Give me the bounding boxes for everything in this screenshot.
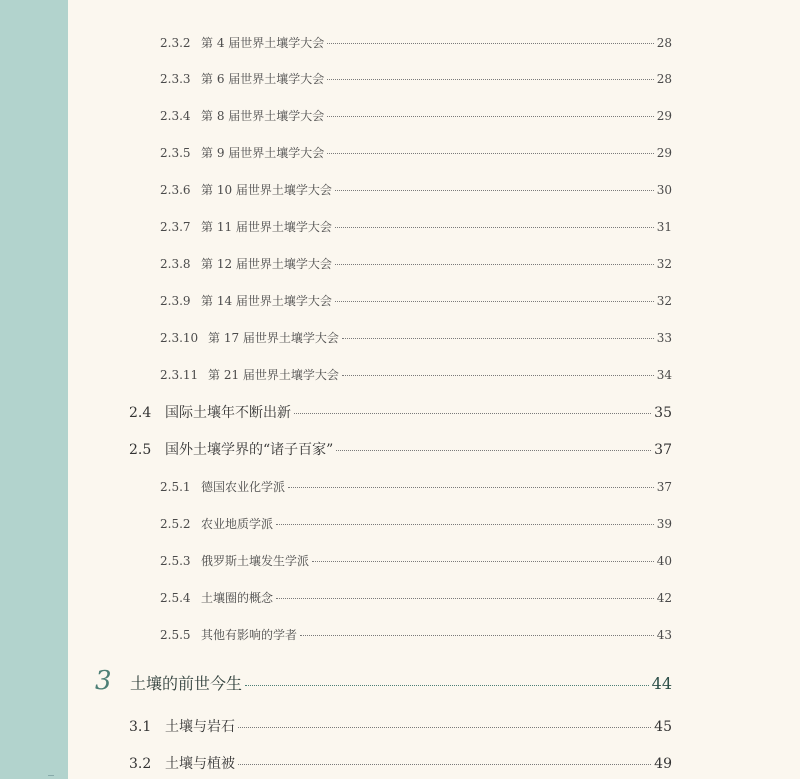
- toc-entry-number: 3.2: [129, 756, 152, 772]
- toc-entry-number: 2.5: [129, 442, 152, 458]
- toc-entry-page-number: 35: [654, 405, 672, 421]
- dot-leader: [300, 635, 654, 636]
- dot-leader: [238, 727, 651, 728]
- toc-entry-title: 土壤与植被: [165, 756, 235, 772]
- toc-entry-title: 第 9 届世界土壤学大会: [201, 146, 325, 160]
- toc-entry-page-number: 32: [656, 257, 672, 271]
- toc-entry-2-3-4[interactable]: [160, 107, 672, 124]
- toc-entry-page-number: 39: [656, 517, 672, 531]
- toc-entry-number: 2.4: [129, 405, 152, 421]
- dot-leader: [327, 79, 653, 80]
- toc-entry-page-number: 37: [654, 442, 672, 458]
- toc-entry-page-number: 29: [656, 109, 672, 123]
- toc-entry-title: 第 8 届世界土壤学大会: [201, 109, 325, 123]
- toc-entry-2-5-4[interactable]: [160, 589, 672, 606]
- corner-mark: [48, 775, 54, 776]
- dot-leader: [335, 301, 654, 302]
- dot-leader: [335, 264, 654, 265]
- toc-entry-title: 国际土壤年不断出新: [165, 405, 291, 421]
- dot-leader: [327, 153, 653, 154]
- dot-leader: [294, 413, 651, 414]
- toc-entry-2-3-7[interactable]: [160, 218, 672, 235]
- toc-entry-page-number: 45: [654, 719, 672, 735]
- toc-entry-number: 2.3.2: [160, 36, 191, 50]
- toc-entry-page-number: 28: [656, 36, 672, 50]
- toc-entry-page-number: 43: [656, 628, 672, 642]
- toc-entry-2-5[interactable]: [129, 439, 672, 459]
- toc-entry-2-3-5[interactable]: [160, 144, 672, 161]
- dot-leader: [342, 338, 654, 339]
- toc-entry-number: 2.3.3: [160, 72, 191, 86]
- toc-entry-2-3-11[interactable]: [160, 366, 672, 383]
- toc-entry-3-2[interactable]: [129, 753, 672, 773]
- toc-entry-page-number: 40: [656, 554, 672, 568]
- toc-entry-title: 土壤圈的概念: [201, 591, 274, 605]
- toc-entry-title: 国外土壤学界的“诸子百家”: [165, 442, 334, 458]
- toc-entry-number: 2.3.6: [160, 183, 191, 197]
- toc-entry-title: 其他有影响的学者: [201, 628, 298, 642]
- dot-leader: [327, 43, 653, 44]
- toc-entry-page-number: 34: [656, 368, 672, 382]
- dot-leader: [238, 764, 651, 765]
- toc-entry-3[interactable]: [95, 666, 672, 696]
- toc-entry-title: 土壤与岩石: [165, 719, 235, 735]
- side-color-strip: [0, 0, 68, 779]
- toc-entry-title: 第 14 届世界土壤学大会: [201, 294, 332, 308]
- toc-entry-title: 第 17 届世界土壤学大会: [208, 331, 339, 345]
- toc-entry-number: 2.3.8: [160, 257, 191, 271]
- toc-entry-number: 2.5.5: [160, 628, 191, 642]
- toc-entry-2-5-5[interactable]: [160, 626, 672, 643]
- dot-leader: [335, 227, 654, 228]
- toc-entry-page-number: 33: [656, 331, 672, 345]
- toc-entry-2-3-8[interactable]: [160, 255, 672, 272]
- dot-leader: [342, 375, 654, 376]
- toc-entry-page-number: 37: [656, 480, 672, 494]
- toc-entry-number: 2.5.1: [160, 480, 191, 494]
- dot-leader: [327, 116, 653, 117]
- toc-entry-2-4[interactable]: [129, 402, 672, 422]
- toc-entry-number: 2.3.9: [160, 294, 191, 308]
- toc-entry-title: 第 11 届世界土壤学大会: [201, 220, 332, 234]
- toc-entry-page-number: 44: [651, 674, 672, 693]
- toc-entry-title: 第 10 届世界土壤学大会: [201, 183, 332, 197]
- toc-entry-2-3-6[interactable]: [160, 181, 672, 198]
- toc-entry-page-number: 49: [654, 756, 672, 772]
- dot-leader: [288, 487, 654, 488]
- toc-entry-number: 2.3.5: [160, 146, 191, 160]
- toc-entry-title: 第 12 届世界土壤学大会: [201, 257, 332, 271]
- toc-entry-2-3-10[interactable]: [160, 329, 672, 346]
- toc-entry-2-3-3[interactable]: [160, 70, 672, 87]
- toc-entry-title: 第 21 届世界土壤学大会: [208, 368, 339, 382]
- toc-entry-page-number: 31: [656, 220, 672, 234]
- toc-entry-page-number: 29: [656, 146, 672, 160]
- dot-leader: [335, 190, 654, 191]
- toc-entry-title: 农业地质学派: [201, 517, 274, 531]
- toc-entry-page-number: 30: [656, 183, 672, 197]
- toc-entry-number: 2.5.3: [160, 554, 191, 568]
- toc-entry-page-number: 28: [656, 72, 672, 86]
- toc-entry-number: 2.3.7: [160, 220, 191, 234]
- dot-leader: [276, 598, 654, 599]
- toc-entry-number: 2.5.2: [160, 517, 191, 531]
- toc-entry-page-number: 42: [656, 591, 672, 605]
- toc-entry-2-5-3[interactable]: [160, 552, 672, 569]
- toc-entry-title: 第 6 届世界土壤学大会: [201, 72, 325, 86]
- toc-entry-title: 第 4 届世界土壤学大会: [201, 36, 325, 50]
- toc-entry-number: 2.5.4: [160, 591, 191, 605]
- toc-entry-number: 3: [95, 666, 112, 696]
- toc-entry-number: 3.1: [129, 719, 152, 735]
- toc-entry-title: 土壤的前世今生: [130, 674, 243, 693]
- toc-entry-number: 2.3.10: [160, 331, 199, 345]
- toc-entry-2-3-2[interactable]: [160, 34, 672, 51]
- dot-leader: [245, 685, 649, 686]
- dot-leader: [312, 561, 654, 562]
- toc-entry-title: 德国农业化学派: [201, 480, 286, 494]
- toc-entry-2-5-1[interactable]: [160, 478, 672, 495]
- toc-entry-title: 俄罗斯土壤发生学派: [201, 554, 310, 568]
- dot-leader: [336, 450, 651, 451]
- toc-entry-2-5-2[interactable]: [160, 515, 672, 532]
- toc-entry-3-1[interactable]: [129, 716, 672, 736]
- dot-leader: [276, 524, 654, 525]
- toc-entry-page-number: 32: [656, 294, 672, 308]
- toc-entry-number: 2.3.11: [160, 368, 199, 382]
- toc-entry-number: 2.3.4: [160, 109, 191, 123]
- toc-entry-2-3-9[interactable]: [160, 292, 672, 309]
